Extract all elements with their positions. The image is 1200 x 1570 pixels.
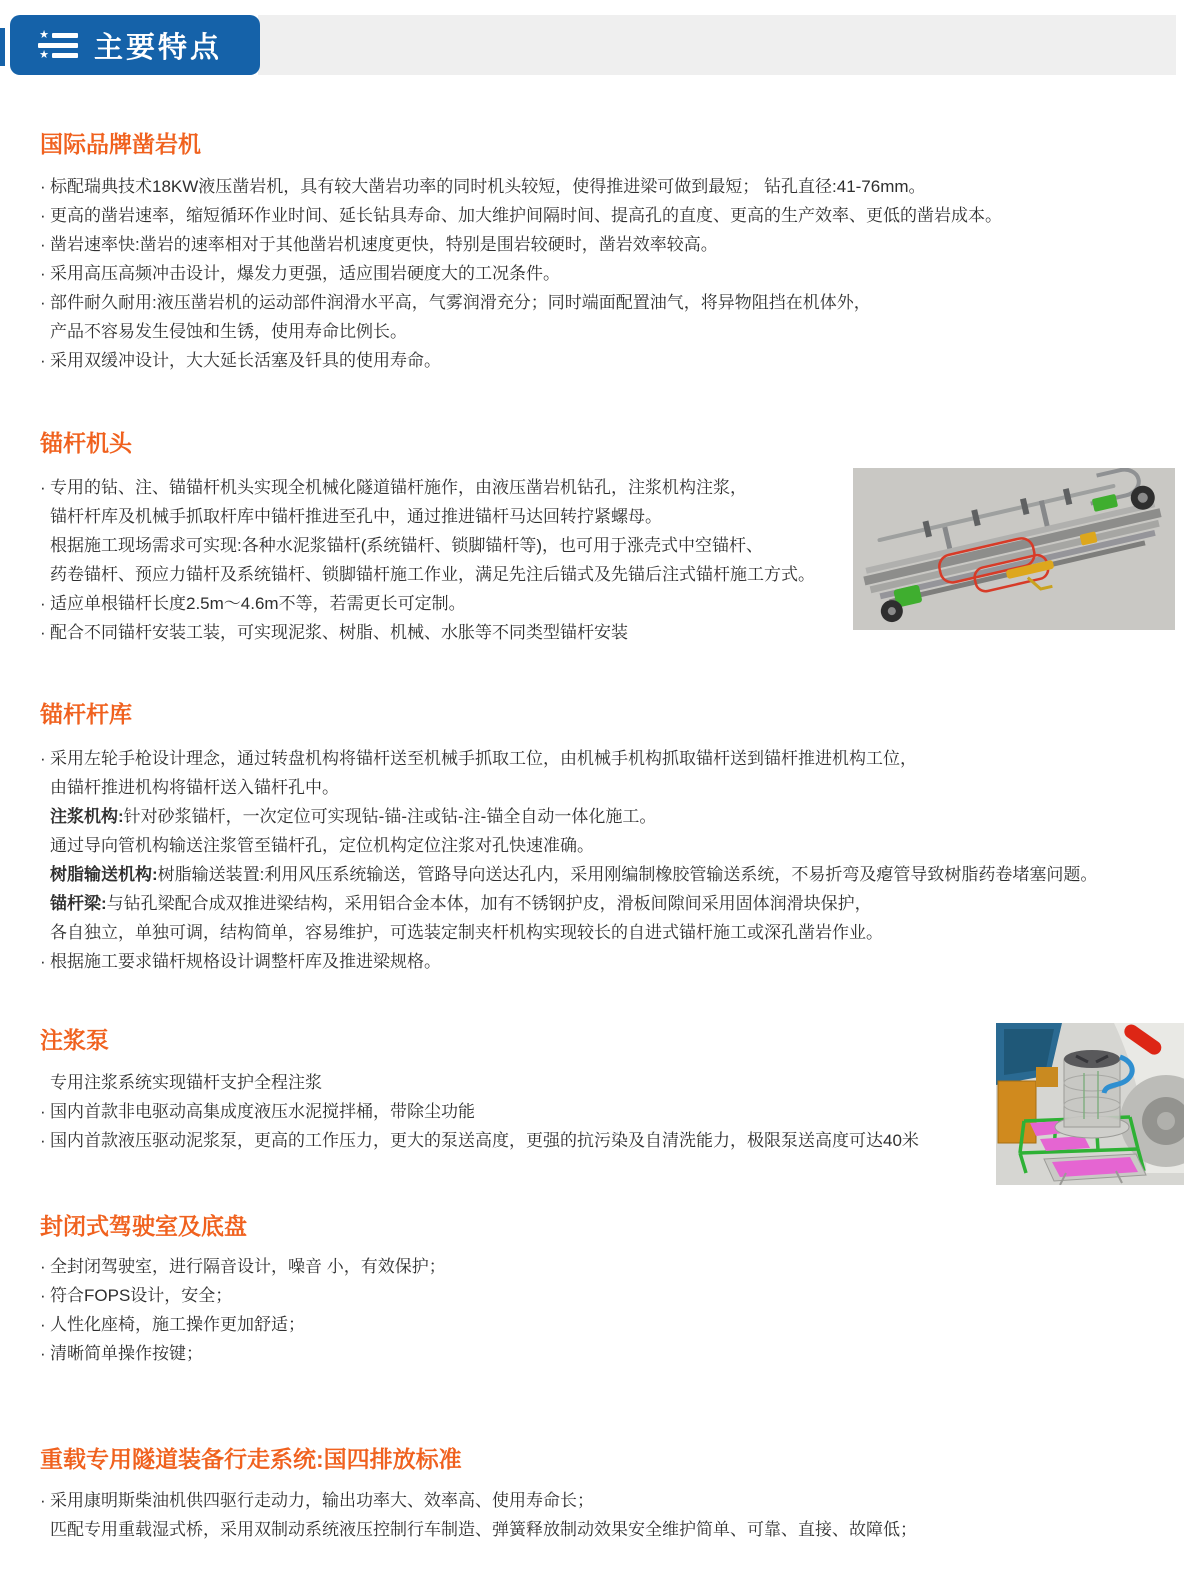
feature-line: 根据施工现场需求可实现:各种水泥浆锚杆(系统锚杆、锁脚锚杆等)，也可用于涨壳式中空锚杆、 <box>50 536 764 555</box>
section-title: 重载专用隧道装备行走系统:国四排放标准 <box>40 1446 462 1472</box>
feature-line: 由锚杆推进机构将锚杆送入锚杆孔中。 <box>50 778 339 797</box>
feature-line: · 更高的凿岩速率，缩短循环作业时间、延长钻具寿命、加大维护间隔时间、提高孔的直度、更高的生产效率、更低的凿岩成本。 <box>40 206 1002 225</box>
star-glyph: ★ <box>39 48 49 61</box>
section-cab-chassis-lines <box>40 1252 1196 1368</box>
section-anchor-head <box>40 429 1196 457</box>
feature-line: · 采用康明斯柴油机供四驱行走动力，输出功率大、效率高、使用寿命长； <box>40 1491 594 1510</box>
feature-line: · 根据施工要求锚杆规格设计调整杆库及推进梁规格。 <box>40 952 441 971</box>
feature-line: 各自独立，单独可调，结构简单，容易维护，可选装定制夹杆机构实现较长的自进式锚杆施工或深孔凿岩作业。 <box>50 923 883 942</box>
feature-line: · 人性化座椅，施工操作更加舒适； <box>40 1315 305 1334</box>
feature-line: · 专用的钻、注、锚锚杆机头实现全机械化隧道锚杆施作，由液压凿岩机钻孔，注浆机构注浆， <box>40 478 747 497</box>
feature-line: 锚杆梁:与钻孔梁配合成双推进梁结构，采用铝合金本体，加有不锈钢护皮，滑板间隙间采用固体润滑块保护， <box>50 894 872 913</box>
section-cab-chassis <box>40 1212 1196 1240</box>
feature-line: · 配合不同锚杆安装工装，可实现泥浆、树脂、机械、水胀等不同类型锚杆安装 <box>40 623 628 642</box>
feature-line: · 标配瑞典技术18KW液压凿岩机，具有较大凿岩功率的同时机头较短，使得推进梁可做到最短； 钻孔直径:41-76mm。 <box>40 177 926 196</box>
feature-line: · 全封闭驾驶室，进行隔音设计，噪音 小，有效保护； <box>40 1257 446 1276</box>
feature-line: 树脂输送机构:树脂输送装置:利用风压系统输送，管路导向送达孔内，采用刚编制橡胶管输送系统，不易折弯及瘪管导致树脂药卷堵塞问题。 <box>50 865 1098 884</box>
feature-line: 药卷锚杆、预应力锚杆及系统锚杆、锁脚锚杆施工作业，满足先注后锚式及先锚后注式锚杆施工方式。 <box>50 565 815 584</box>
feature-line: 通过导向管机构输送注浆管至锚杆孔，定位机构定位注浆对孔快速准确。 <box>50 836 594 855</box>
section-travel-system <box>40 1445 1196 1473</box>
section-title: 国际品牌凿岩机 <box>40 131 201 157</box>
feature-line: 专用注浆系统实现锚杆支护全程注浆 <box>50 1073 322 1092</box>
feature-line: · 国内首款非电驱动高集成度液压水泥搅拌桶，带除尘功能 <box>40 1102 475 1121</box>
section-rock-drill <box>40 130 1196 158</box>
feature-line: 产品不容易发生侵蚀和生锈，使用寿命比例长。 <box>50 322 407 341</box>
feature-line: · 凿岩速率快:凿岩的速率相对于其他凿岩机速度更快，特别是围岩较硬时，凿岩效率较高。 <box>40 235 718 254</box>
feature-line: · 采用左轮手枪设计理念，通过转盘机构将锚杆送至机械手抓取工位，由机械手机构抓取锚杆送到锚杆推进机构工位， <box>40 749 917 768</box>
feature-line: 注浆机构:针对砂浆锚杆，一次定位可实现钻-锚-注或钻-注-锚全自动一体化施工。 <box>50 807 657 826</box>
list-icon <box>36 28 78 61</box>
section-title: 锚杆杆库 <box>40 701 132 727</box>
header-bar <box>258 15 1176 75</box>
feature-line: · 清晰简单操作按键； <box>40 1344 203 1363</box>
section-title: 注浆泵 <box>40 1027 109 1053</box>
section-title: 封闭式驾驶室及底盘 <box>40 1213 247 1239</box>
feature-line: · 采用高压高频冲击设计，爆发力更强，适应围岩硬度大的工况条件。 <box>40 264 560 283</box>
section-rod-magazine-lines <box>40 744 1196 976</box>
grouting-pump-render <box>996 1023 1184 1185</box>
feature-line: · 采用双缓冲设计，大大延长活塞及钎具的使用寿命。 <box>40 351 441 370</box>
edge-accent <box>0 28 5 66</box>
section-rock-drill-lines <box>40 172 1196 375</box>
section-travel-system-lines <box>40 1486 1196 1544</box>
feature-line: · 部件耐久耐用:液压凿岩机的运动部件润滑水平高，气雾润滑充分；同时端面配置油气，将异物阻挡在机体外， <box>40 293 871 312</box>
section-title: 锚杆机头 <box>40 430 132 456</box>
anchor-drill-beam-render <box>853 468 1175 630</box>
section-rod-magazine <box>40 700 1196 728</box>
feature-line: · 国内首款液压驱动泥浆泵，更高的工作压力，更大的泵送高度，更强的抗污染及自清洗能力，极限泵送高度可达40米 <box>40 1131 919 1150</box>
page-header <box>10 15 260 75</box>
feature-line: · 符合FOPS设计，安全； <box>40 1286 233 1305</box>
page-title: 主要特点 <box>94 31 223 64</box>
star-glyph: ★ <box>39 28 49 41</box>
feature-line: · 适应单根锚杆长度2.5m～4.6m不等，若需更长可定制。 <box>40 594 466 613</box>
feature-line: 锚杆杆库及机械手抓取杆库中锚杆推进至孔中，通过推进锚杆马达回转拧紧螺母。 <box>50 507 662 526</box>
feature-line: 匹配专用重载湿式桥，采用双制动系统液压控制行车制造、弹簧释放制动效果安全维护简单、可靠、直接、故障低； <box>50 1520 917 1539</box>
